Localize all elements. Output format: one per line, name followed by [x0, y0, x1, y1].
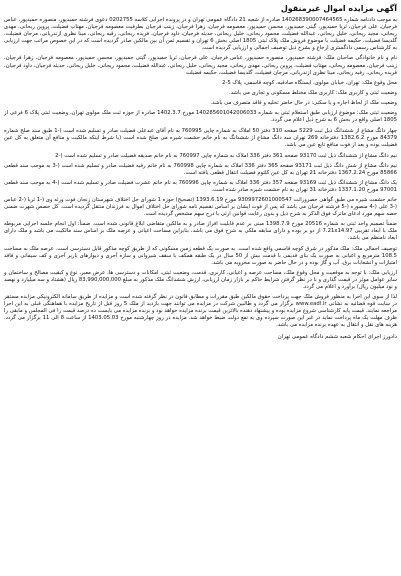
notice-title: آگهی مزایده اموال غیرمنقول — [280, 4, 397, 13]
paragraph-owners: نام و نام خانوادگی صاحبان ملک: فرشته حمیدپور، منصوره حمیدپور، عباس فرجیان، علی فرجیان، ثریا حمیدپور، گیتی حمیدپور، محسن حمیدپور، معصومه فرجیان، زهرا فرجیان، زینب فرجیان، معصومه ریحانی، مهتاب فضیلت، پروین ریحانی، مهدی ریحانی، مجید ریحانی، خلیل ریحانی، عبدالله فضیلت، محمود ریحانی، خلیل ریحانی، حدیثه فرجیان، داود فرجیان، فریده ریحانی، رقیه ریحانی، مینا نظری ازندریانی، مرجان فضیلت، گلدیسا فضیلت، حکیمه فضیلت — [4, 55, 397, 76]
paragraph-location: محل وقوع ملک: تهران، خیابان مولوی، ایستگاه صادقیه، کوچه قاسمی، پلاک 5-2 — [222, 79, 397, 86]
paragraph-occupancy: وضعیت ملک از لحاظ اجاره و یا سکنی: در حال حاضر تخلیه و فاقد متصرف می باشد. — [210, 99, 397, 106]
paragraph-share-2: نیم دانگ مشاع از ششدانگ ذیل ثبت 93170 صفحه 361 دفتر 336 املاک به شماره چاپی 760997 به نام خانم صدیقه فضیلت صادر و تسلیم شده است (-2 — [55, 152, 397, 159]
paragraph-valuation: ارزیابی ملک: با توجه به موقعیت و محل وقوع ملک، مساحت عرصه و اعیانی، کاربری، قدمت، وضعیت ثبتی، امکانات و دسترسی ها، عرض معبر، نوع و کیفیت مصالح و ساختمان و سایر عوامل موثر در قیمت گذاری و با در نظر گرفتن شرایط حاکم بر بازار زمان ارزیابی، ارزش ششدانگ ملک مذکور به مبلغ 83,990,000,000 ریال (هشتاد و سه میلیارد و نهصد و نود میلیون ریال) برآورد و اعلام می گردد. — [4, 269, 397, 290]
paragraph-usage: وضعیت ثبتی و کاربری ملک: کاربری ملک مختلط مسکونی و تجاری می باشد. — [229, 89, 397, 96]
paragraph-share-4: یک دانگ مشاع از ششدانگ ذیل ثبت 93169 صفحه 357 دفتر 336 املاک به شماره چاپی 760996 به نام خانم عشرت فضیلت صادر و تسلیم شده است (-4 به موجب سند قطعی 97001 مورخ 1337.1.20 دفترخانه 31 تهران به نام حشمت شیره صادر شده است. — [4, 179, 398, 193]
paragraph-registration: وضعیت ثبتی ملک: موضوع ارزیابی طبق استعلام ثبتی به شماره 140285601042006033 مورخ 1402.3.7 صادره از حوزه ثبت ملک مولوی تهران، وضعیت ثبتی پلاک 6 فرعی از 1805 اصلی واقع در بخش 6 به شرح ذیل اعلام می گردد. — [4, 110, 397, 124]
paragraph-share-1: چهار دانگ مشاع از ششدانگ ذیل ثبت 5229 صفحه 310 دفتر 50 املاک به شماره چاپی 760995 به نام آقای عبدعلی فضیلت صادر و تسلیم شده است (-1 طبق سند صلح شماره 84379 مورخ 1382.6.2 دفترخانه 269 تهران سه دانگ مشاع از ششدانگ به نام خانم حشمت شیره می صلح شده است (با شرط اینکه مالکیت و منافع آن متعلق به کل عین فضیلت بوده و بعد از فوت منافع تابع عین می باشد. — [4, 128, 398, 149]
paragraph-auction-terms: لذا از سوی این اجرا به منظور فروش ملک جهت پرداخت حقوق مالکین طبق مقررات و مطابق قانون در نظر گرفته شده است و مزایده از طریق سامانه الکترونیکی مزایده مستقر در سایت قوه قضائیه به نشانی www.eadl.ir برگزار می گردد و طالبین شرکت در مزایده می توانند جهت بازدید از ملک 5 روز قبل از تاریخ مزایده با هماهنگی قبلی به این اجرا مراجعه نمایند. قیمت پایه کارشناسی شروع مزایده بوده و پیشنهاد دهنده بالاترین قیمت برنده مزایده خواهد بود و برنده مزایده می بایست ده درصد قیمت را فی المجلس و مابقی را ظرف مهلت یک ماه پرداخت نماید در غیر این صورت سپرده وی به نفع دولت ضبط خواهد شد. مزایده در روز چهارشنبه مورخ 1403.05.03 از ساعت 8 الی 11 برگزار می گردد. هزینه های نقل و انتقال به عهده برنده مزایده می باشد. — [4, 294, 398, 329]
paragraph-share-3: نیم دانگ مشاع از شش دانگ ذیل ثبت 93171 صفحه 365 دفتر 336 املاک به شماره چاپی 760998 به نام خانم رقیه فضیلت صادر و تسلیم شده است (-3 به موجب سند قطعی 85866 مورخ 1367.2.24 دفترخانه 21 تهران به کل عین کلثوم فضیلت انتقال قطعی یافته است. — [4, 162, 398, 176]
paragraph-intro: به موجب دادنامه شماره 140268390007464565 صادره از شعبه 21 دادگاه عمومی تهران و در پرونده اجرایی کلاسه 0202755 دعوی فرشته حمیدپور، منصوره حمیدپور، عباس فرجیان، علی فرجیان، ثریا حمیدپور، گیتی حمیدپور، محسن حمیدپور، معصومه فرجیان، زهرا فرجیان، زینب فرجیان بطرفیت معصومه فرجیان، مهتاب فضیلت، پروین ریحانی، مهدی ریحانی، مجید ریحانی، خلیل ریحانی، عبدالله فضیلت، محمود ریحانی، خلیل ریحانی، حدیثه فرجیان، داود فرجیان، فریده ریحانی، رقیه ریحانی، مینا نظری ازندریانی، مرجان فضیلت، گلدیسا فضیلت، حکیمه فضیلت با موضوع فروش ملک پلاک ثبتی 1805 اصلی بخش 6 تهران و تقسیم ثمن آن بین مالکین صادر گردیده است که در این خصوص مراتب جهت ارزیابی به کارشناس رسمی دادگستری ارجاع و بشرح ذیل توصیف اجمالی و ارزیابی گردیده است. — [4, 17, 398, 52]
paragraph-partition: ضمناً تصمیم واحد ثبتی به شماره 20516 مورخ 1398.7.9 مبنی بر عدم قابلیت افراز صادر و به مالکین متقاضی ابلاغ قانونی شده است. ضمناً: اول انجام جلسه اجرایی مربوطه ملک با ابعاد تقریبی 7.21x14.97 از دو بر بوده و دارای سابقه ملکی به شرح فوق می باشد، بنابراین مساحت اعیانی و عرصه ملک بر اساس سند مالکیت می باشد و ملک دارای ابعاد نامنظم می باشد. — [4, 221, 397, 242]
paragraph-heirs: خانم حشمت شیره می طبق گواهی حصروراثت 9309972601000547 مورخ 1393.6.19 (تصحیح) حوزه 1 شورای حل اختلاف شهرستان زنجان فوت ورثه وی (-1 ثریا (-2 عباس (-3 علی (-4 منصوره (-5 فرشته فرجیان می باشد که پس از فوت ایشان بر اساس تقسیم نامه شورای حل اختلاف اموال به فرزندان منتقل گردیده است. کل حصص شهرت ضمنی حصه سهم مورد ادعای ماترک فوق الذکر به شرح ذیل و بدون رعایت قوانین ارثی با درج سهم مشخص گردیده است. — [4, 196, 397, 218]
paragraph-description: توصیف اجمالی ملک: ملک مذکور در شرق کوچه قاسمی واقع شده است. به صورت یک قطعه زمین مسکونی که از طریق کوچه مذکور قابل دسترسی است. عرصه ملک به مساحت 108.5 مترمربع و اعیانی به صورت یک بنای قدیمی با قدمت بیش از 50 سال در یک طبقه همکف با سقف شیروانی و سازه آجری و دیوارهای باربر آجری و کف سیمانی و فاقد امتیازات و انشعابات برق، آب و گاز بوده و در حال حاضر به صورت مخروبه می باشد. — [4, 245, 397, 266]
signature: دادورز اجرای احکام شعبه ششم دادگاه عمومی تهران — [277, 333, 397, 340]
